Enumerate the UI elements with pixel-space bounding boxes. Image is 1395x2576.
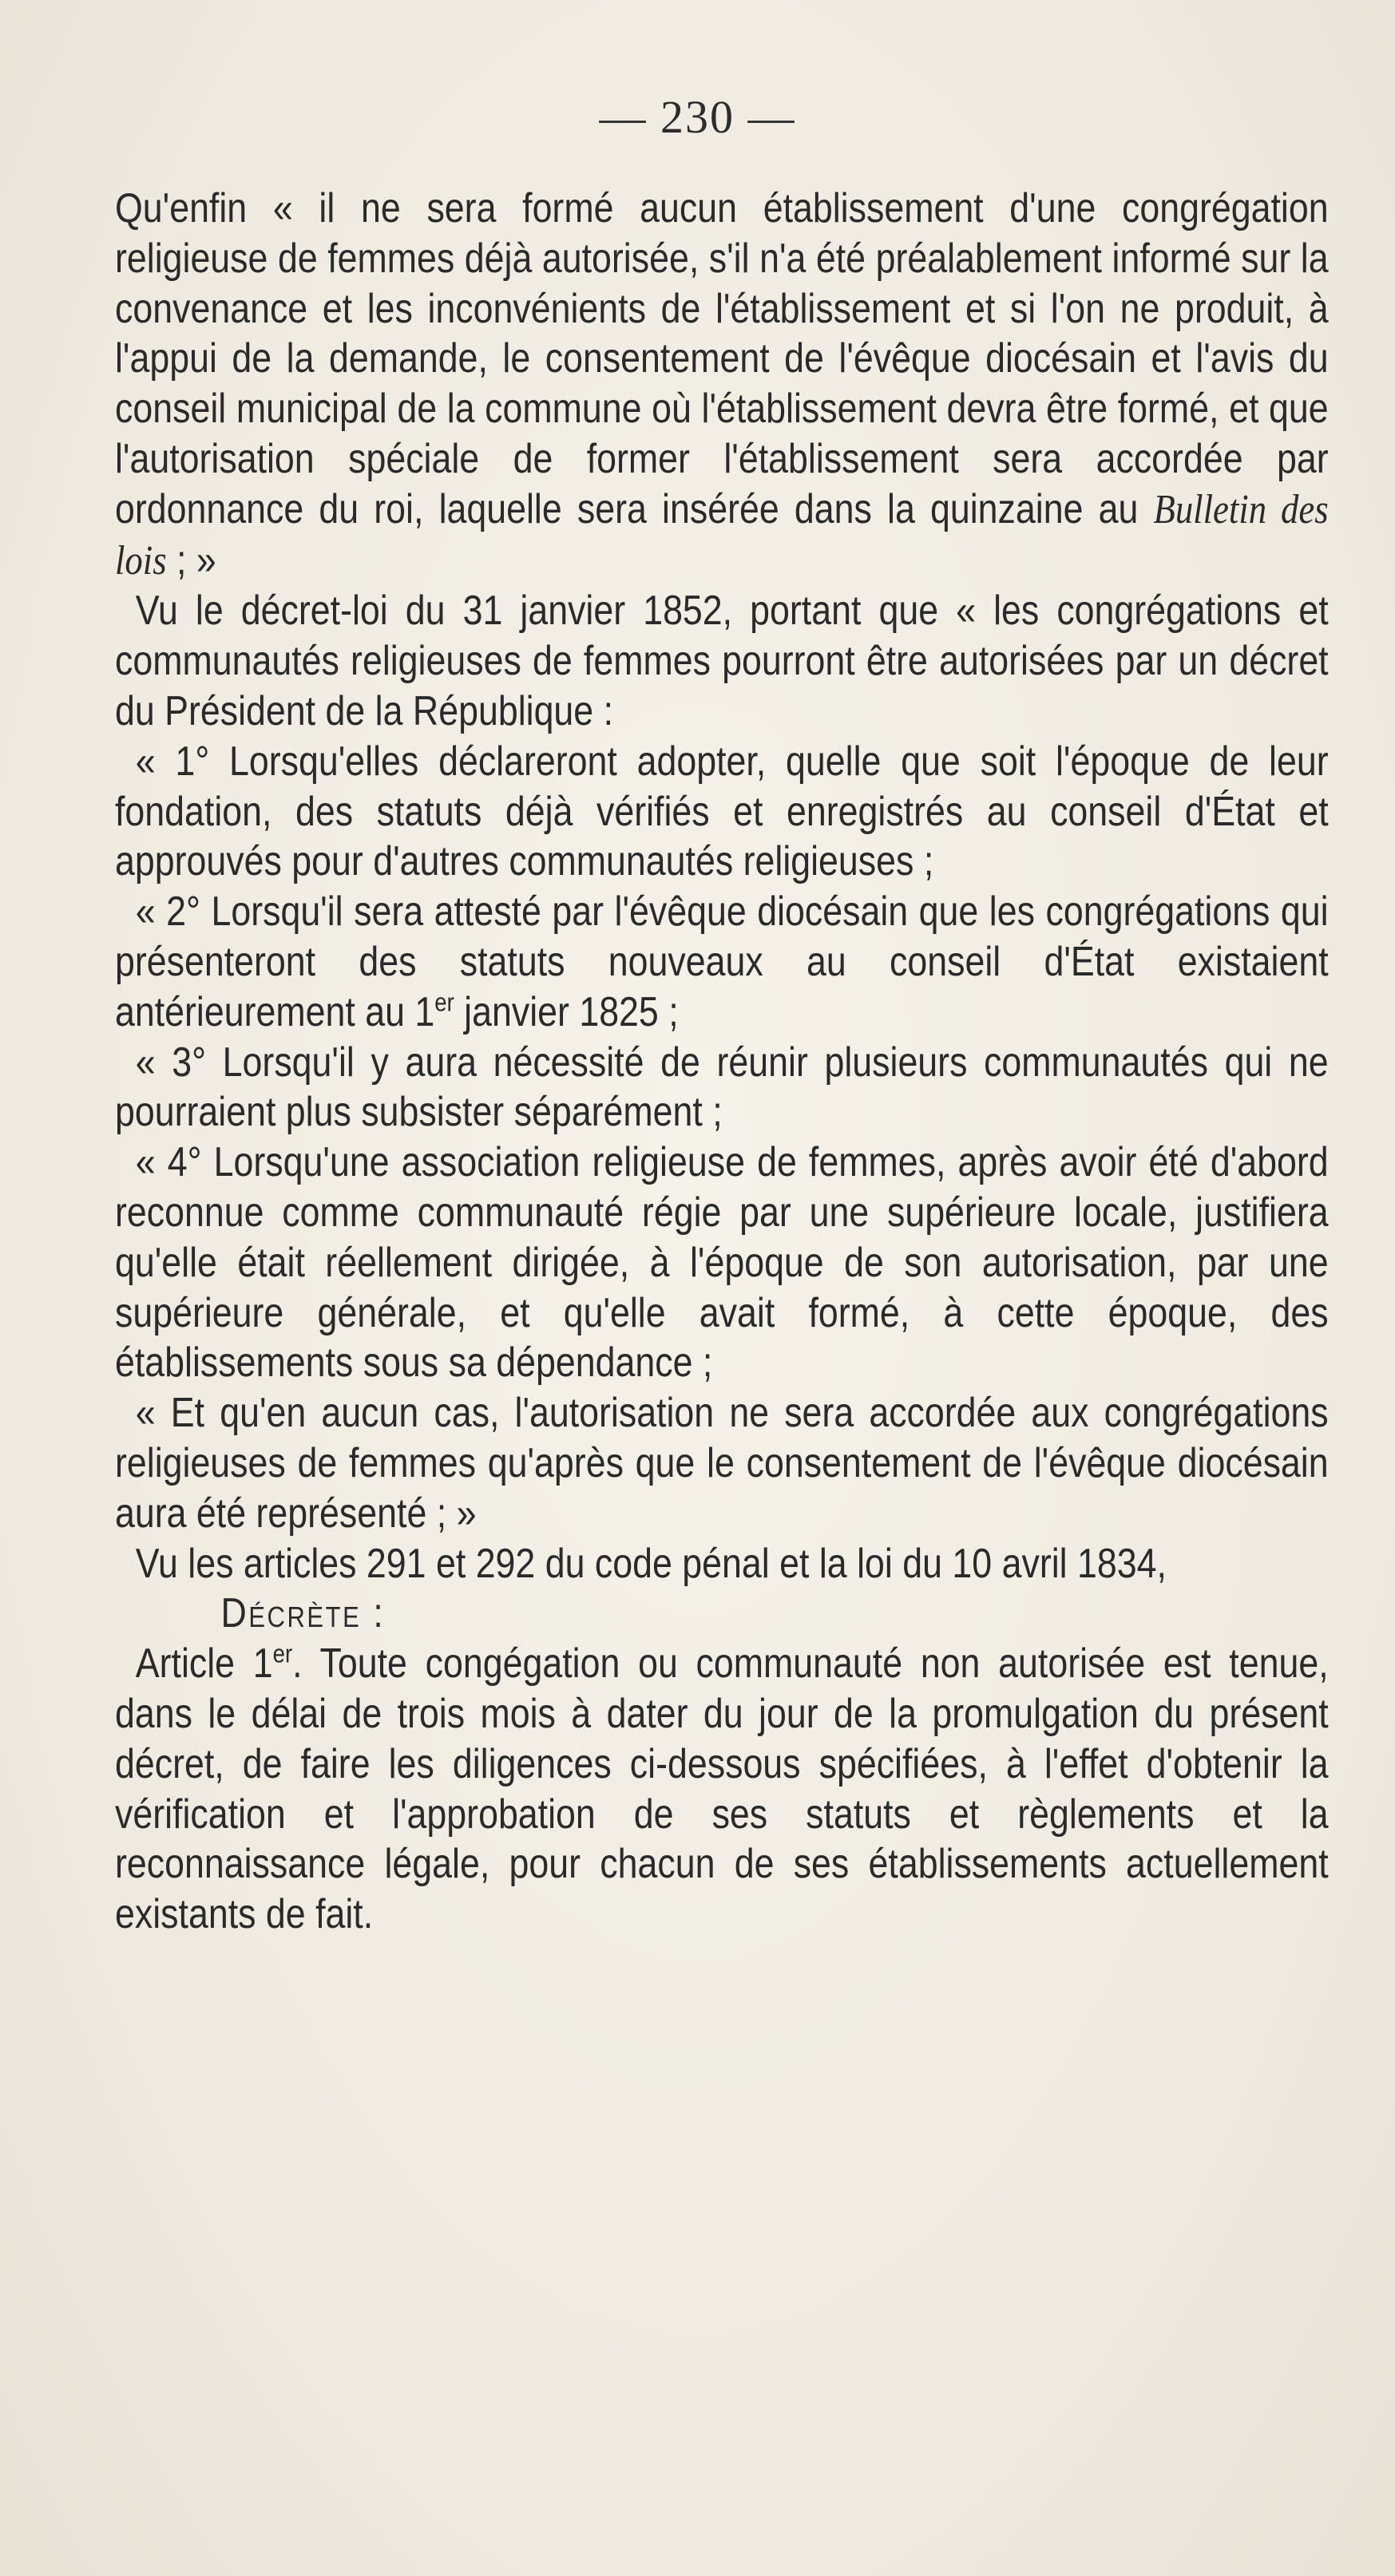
superscript: er (272, 1639, 293, 1668)
paragraph-text: janvier 1825 ; (454, 988, 679, 1035)
italic-title: Bulletin des lois (115, 486, 1329, 584)
page-number: — 230 — (599, 91, 796, 143)
paragraph-4 (115, 887, 1329, 1037)
paragraph-1 (115, 184, 1329, 586)
paragraph-text: ; » (166, 536, 216, 584)
paragraph-6: « 4° Lorsqu'une association religieuse de femmes, après avoir été d'abord reconnue comme communauté régie par une supérieure locale, justifiera qu'elle était réellement dirigée, à l'époque de son autorisation, par une supérieure générale, et qu'elle avait formé, à cette époque, des établissements sous sa dépendance ; (115, 1139, 1329, 1387)
paragraph-5: « 3° Lorsqu'il y aura nécessité de réunir plusieurs communautés qui ne pourraient plus subsister séparément ; (115, 1039, 1329, 1136)
paragraph-3: « 1° Lorsqu'elles déclareront adopter, quelle que soit l'époque de leur fondation, des statuts déjà vérifiés et enregistrés au conseil d'État et approuvés pour d'autres communautés religieuses ; (115, 738, 1329, 885)
page-body (115, 184, 1329, 1940)
article-text: . Toute congégation ou communauté non autorisée est tenue, dans le délai de trois mois à dater du jour de la promulgation du présent décret, de faire les diligences ci-dessous spécifiées, à l'effet d'obtenir la vérification et l'approbation de ses statuts et règlements et la reconnaissance légale, pour chacun de ses établissements actuellement existants de fait. (115, 1640, 1329, 1938)
paragraph-text: Qu'enfin « il ne sera formé aucun établissement d'une congrégation religieuse de femmes déjà autorisée, s'il n'a été préalablement informé sur la convenance et les inconvénients de l'établissement et si l'on ne produit, à l'appui de la demande, le consentement de l'évêque diocésain et l'avis du conseil municipal de la commune où l'établissement devra être formé, et que l'autorisation spéciale de former l'établissement sera accordée par ordonnance du roi, laquelle sera insérée dans la quinzaine au (115, 185, 1329, 532)
paragraph-7: « Et qu'en aucun cas, l'autorisation ne sera accordée aux congrégations religieuses de femmes qu'après que le consentement de l'évêque diocésain aura été représenté ; » (115, 1390, 1329, 1537)
paragraph-text: « 2° Lorsqu'il sera attesté par l'évêque diocésain que les congrégations qui présenteront des statuts nouveaux au conseil d'État existaient antérieurement au 1 (115, 888, 1329, 1035)
article-1 (115, 1639, 1329, 1940)
decrete-heading: Décrète : (220, 1590, 386, 1637)
superscript: er (434, 987, 454, 1017)
paragraph-2: Vu le décret-loi du 31 janvier 1852, portant que « les congrégations et communautés religieuses de femmes pourront être autorisées par un décret du Président de la République : (115, 588, 1329, 734)
article-label: Article 1 (135, 1640, 273, 1688)
paragraph-8: Vu les articles 291 et 292 du code pénal et la loi du 10 avril 1834, (135, 1540, 1167, 1587)
